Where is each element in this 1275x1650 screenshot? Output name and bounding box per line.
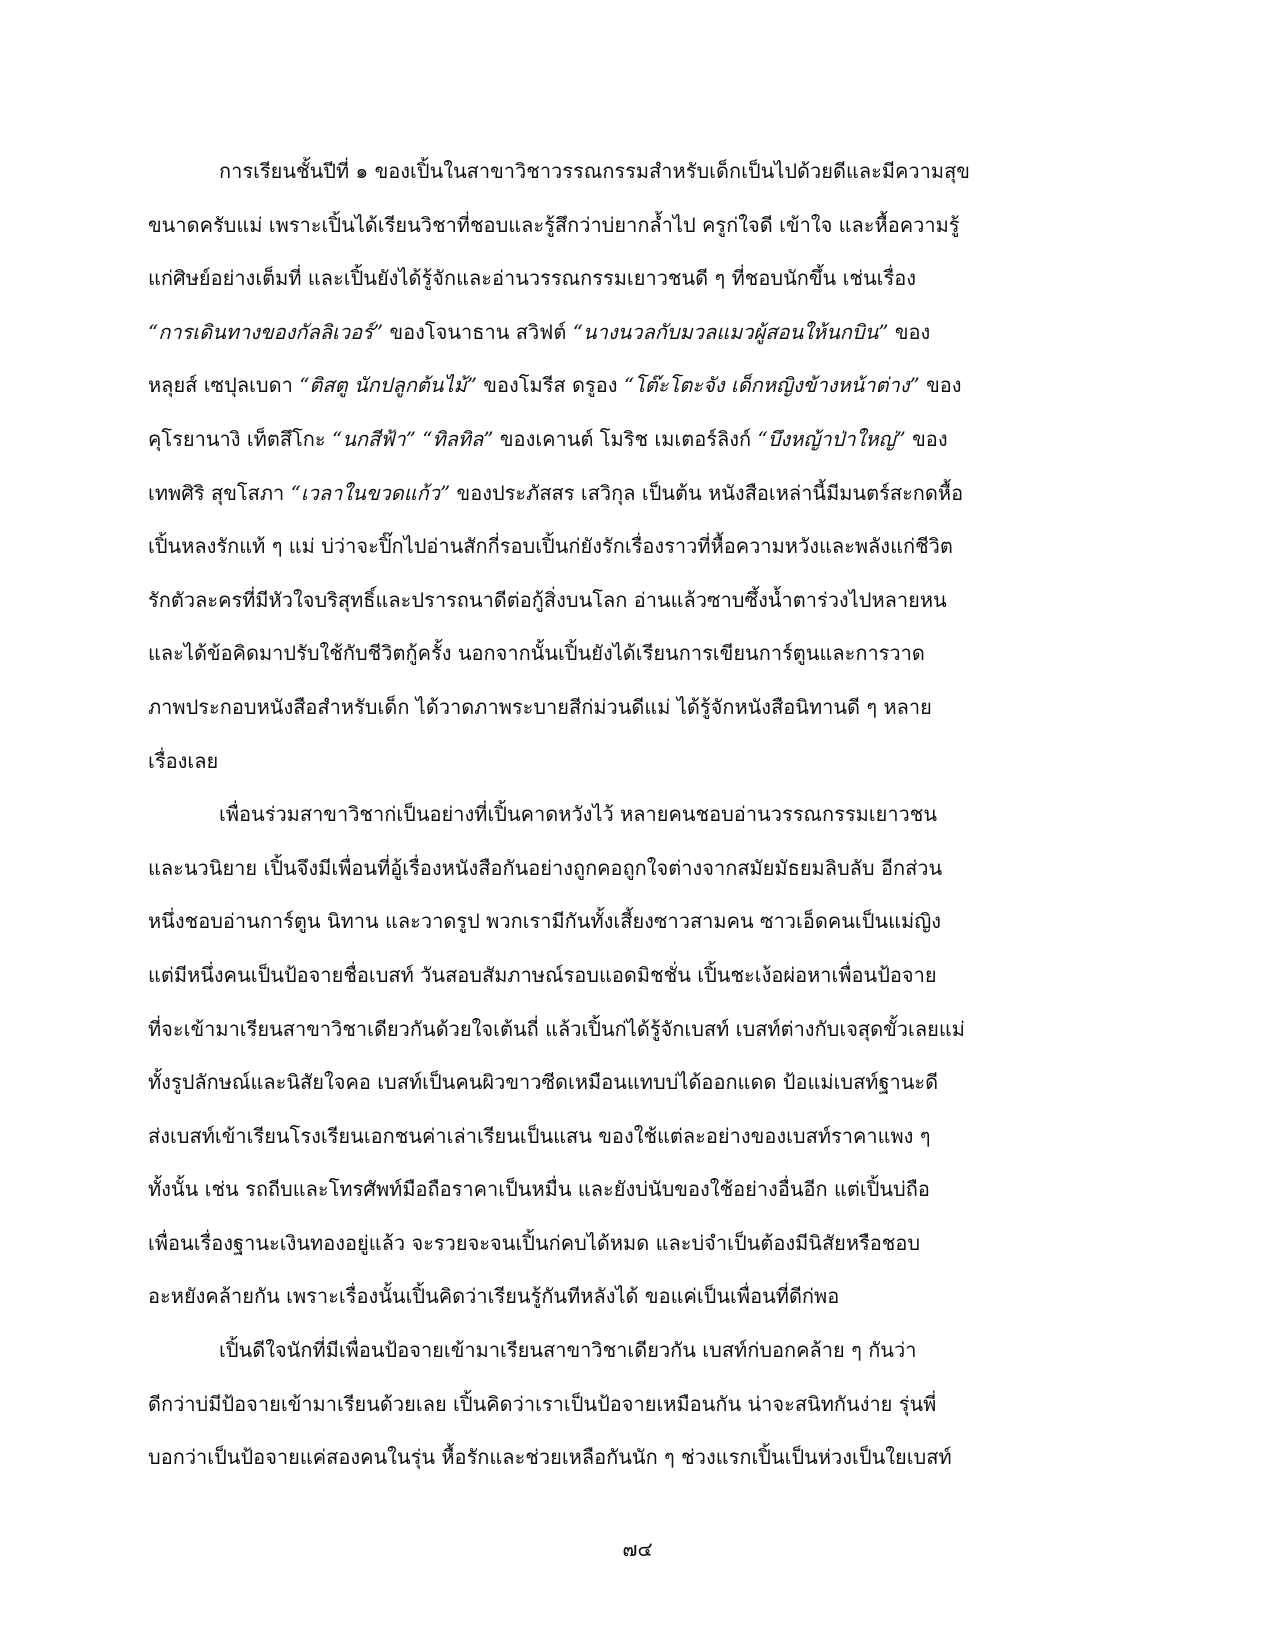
text-segment: ทั้งนั้น เช่น รถถีบและโทรศัพท์มือถือราคาเป็นหมื่น และยังบ่นับของใช้อย่างอื่นอีก แต่เปิ้นบ่ถือ [148, 1177, 930, 1202]
text-segment: ของ [919, 373, 962, 398]
text-line [148, 1431, 1008, 1485]
italic-title: “การเดินทางของกัลลิเวอร์” [148, 319, 384, 344]
text-segment: บอกว่าเป็นป้อจายแค่สองคนในรุ่น หื้อรักและช่วยเหลือกันนัก ๆ ช่วงแรกเปิ้นเป็นห่วงเป็นใยเบสท์ [148, 1445, 952, 1470]
text-segment: ของ [888, 319, 931, 344]
italic-title: “เวลาในขวดแก้ว” [290, 480, 451, 505]
text-segment: ของโจนาธาน สวิฟต์ [383, 319, 573, 344]
text-line [148, 1056, 1008, 1110]
text-segment: เพื่อนเรื่องฐานะเงินทองอยู่แล้ว จะรวยจะจนเปิ้นก่คบได้หมด และบ่จำเป็นต้องมีนิสัยหรือชอบ [148, 1230, 921, 1255]
text-line [148, 1270, 1008, 1324]
italic-title: “บึงหญ้าป่าใหญ่” [757, 426, 906, 451]
paragraph [148, 788, 1008, 1324]
text-segment: ที่จะเข้ามาเรียนสาขาวิชาเดียวกันด้วยใจเต้นถี่ แล้วเปิ้นก่ได้รู้จักเบสท์ เบสท์ต่างกับเจสุดขั้วเลยแม่ [148, 1016, 965, 1041]
text-segment: เพื่อนร่วมสาขาวิชาก่เป็นอย่างที่เปิ้นคาดหวังไว้ หลายคนชอบอ่านวรรณกรรมเยาวชน [219, 802, 938, 827]
text-segment: เปิ้นหลงรักแท้ ๆ แม่ บ่ว่าจะปิ๊กไปอ่านสักกี่รอบเปิ้นก่ยังรักเรื่องราวที่หื้อความหวังและพลังแก่ชีวิต [148, 534, 953, 559]
text-segment: รักตัวละครที่มีหัวใจบริสุทธิ์และปรารถนาดีต่อกู้สิ่งบนโลก อ่านแล้วซาบซึ้งน้ำตาร่วงไปหลายหน [148, 587, 947, 612]
text-segment: ดีกว่าบ่มีป้อจายเข้ามาเรียนด้วยเลย เปิ้นคิดว่าเราเป็นป้อจายเหมือนกัน น่าจะสนิทกันง่าย รุ่นพี่ [148, 1391, 937, 1416]
text-segment: ทั้งรูปลักษณ์และนิสัยใจคอ เบสท์เป็นคนผิวขาวซีดเหมือนแทบบ่ได้ออกแดด ป้อแม่เบสท์ฐานะดี [148, 1070, 939, 1095]
text-segment: ของ [905, 426, 948, 451]
page-number: ๗๔ [622, 1537, 653, 1561]
text-segment: เปิ้นดีใจนักที่มีเพื่อนป้อจายเข้ามาเรียนสาขาวิชาเดียวกัน เบสท์ก่บอกคล้าย ๆ กันว่า [219, 1338, 917, 1363]
text-line [148, 895, 1008, 949]
text-line [148, 627, 1008, 681]
text-line [148, 467, 1008, 521]
text-line [148, 1324, 1008, 1378]
text-segment: แต่มีหนึ่งคนเป็นป้อจายชื่อเบสท์ วันสอบสัมภาษณ์รอบแอดมิชชั่น เปิ้นชะเง้อผ่อหาเพื่อนป้อจาย [148, 962, 937, 987]
text-segment: ภาพประกอบหนังสือสำหรับเด็ก ได้วาดภาพระบายสีก่ม่วนดีแม่ ได้รู้จักหนังสือนิทานดี ๆ หลาย [148, 694, 932, 719]
text-segment: คุโรยานางิ เท็ตสึโกะ [148, 426, 333, 451]
text-line [148, 574, 1008, 628]
text-segment: และนวนิยาย เปิ้นจึงมีเพื่อนที่อู้เรื่องหนังสือกันอย่างถูกคอถูกใจต่างจากสมัยมัธยมลิบลับ อีกส่วน [148, 855, 943, 880]
text-segment: เรื่องเลย [148, 748, 219, 773]
text-segment: ของเคานต์ โมริช เมเตอร์ลิงก์ [493, 426, 758, 451]
text-segment: ขนาดครับแม่ เพราะเปิ้นได้เรียนวิชาที่ชอบและรู้สึกว่าบ่ยากล้ำไป ครูก่ใจดี เข้าใจ และหื้อความรู้ [148, 212, 960, 237]
text-line [148, 520, 1008, 574]
paragraph [148, 1324, 1008, 1485]
text-line [148, 1003, 1008, 1057]
text-line [148, 788, 1008, 842]
body-text [148, 145, 1008, 1485]
italic-title: “ติสตู นักปลูกต้นไม้” [299, 373, 477, 398]
text-segment: ของประภัสสร เสวิกุล เป็นต้น หนังสือเหล่านี้มีมนตร์สะกดหื้อ [450, 480, 964, 505]
paragraph [148, 145, 1008, 788]
text-segment: หลุยส์ เซปุลเบดา [148, 373, 300, 398]
italic-title: “ทิลทิล” [422, 426, 494, 451]
text-line [148, 306, 1008, 360]
text-segment: หนึ่งชอบอ่านการ์ตูน นิทาน และวาดรูป พวกเรามีกันทั้งเสี้ยงซาวสามคน ซาวเอ็ดคนเป็นแม่ญิง [148, 909, 942, 934]
italic-title: “โต๊ะโตะจัง เด็กหญิงข้างหน้าต่าง” [623, 373, 920, 398]
text-segment: อะหยังคล้ายกัน เพราะเรื่องนั้นเปิ้นคิดว่าเรียนรู้กันทีหลังได้ ขอแค่เป็นเพื่อนที่ดีก่พอ [148, 1284, 840, 1309]
text-line [148, 359, 1008, 413]
text-segment: ของโมรีส ดรูอง [476, 373, 624, 398]
text-segment: ส่งเบสท์เข้าเรียนโรงเรียนเอกชนค่าเล่าเรียนเป็นแสน ของใช้แต่ละอย่างของเบสท์ราคาแพง ๆ [148, 1123, 931, 1148]
text-line [148, 1110, 1008, 1164]
text-line [148, 949, 1008, 1003]
text-line [148, 735, 1008, 789]
text-line [148, 842, 1008, 896]
text-line [148, 681, 1008, 735]
text-line [148, 145, 1008, 199]
text-line [148, 1163, 1008, 1217]
text-line [148, 199, 1008, 253]
text-segment: การเรียนชั้นปีที่ ๑ ของเปิ้นในสาขาวิชาวรรณกรรมสำหรับเด็กเป็นไปด้วยดีและมีความสุข [219, 159, 970, 183]
text-line [148, 1217, 1008, 1271]
text-segment: และได้ข้อคิดมาปรับใช้กับชีวิตกู้ครั้ง นอกจากนั้นเปิ้นยังได้เรียนการเขียนการ์ตูนและการวาด [148, 641, 925, 666]
italic-title: “นกสีฟ้า” [332, 426, 416, 451]
italic-title: “นางนวลกับมวลแมวผู้สอนให้นกบิน” [572, 319, 889, 344]
text-line [148, 1378, 1008, 1432]
text-line [148, 413, 1008, 467]
text-segment: แก่ศิษย์อย่างเต็มที่ และเปิ้นยังได้รู้จักและอ่านวรรณกรรมเยาวชนดี ๆ ที่ชอบนักขึ้น เช่นเรื่อง [148, 266, 917, 291]
text-line [148, 252, 1008, 306]
text-segment: เทพศิริ สุขโสภา [148, 480, 291, 505]
